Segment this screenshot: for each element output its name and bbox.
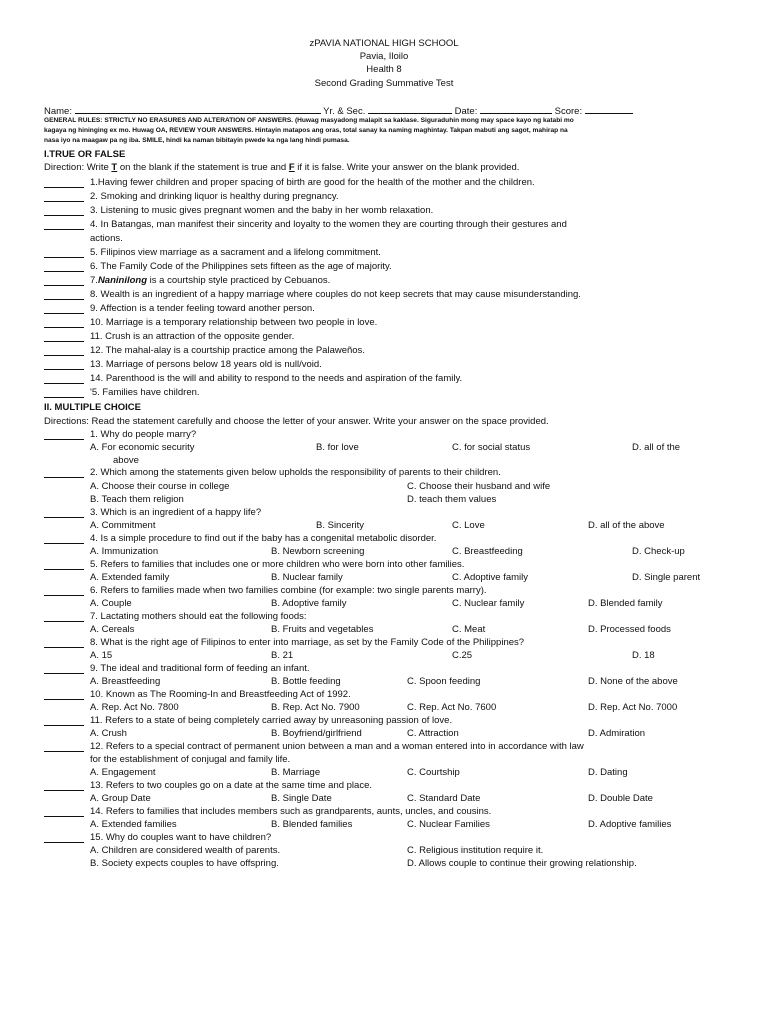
test-title: Second Grading Summative Test	[314, 78, 454, 89]
dir-text: if it is false. Write your answer on the blank provided.	[294, 162, 520, 173]
tf-item	[90, 274, 330, 287]
mc-option: A. Commitment	[90, 520, 156, 531]
mc-option: B. Fruits and vegetables	[271, 624, 374, 635]
mc-option: B. Teach them religion	[90, 494, 184, 505]
tf-item: 3. Listening to music gives pregnant women and the baby in her womb relaxation.	[90, 205, 434, 216]
mc-option: A. Crush	[90, 728, 127, 739]
subject-title: Health 8	[366, 64, 402, 75]
mc-option: A. Rep. Act No. 7800	[90, 702, 179, 713]
tf-item: 8. Wealth is an ingredient of a happy marriage where couples do not keep secrets that may cause misunderstanding.	[90, 289, 581, 300]
section-true-false-title: I.TRUE OR FALSE	[44, 149, 126, 160]
answer-blank[interactable]	[44, 215, 84, 216]
mc-option: A. Breastfeeding	[90, 676, 161, 687]
tf-item: 13. Marriage of persons below 18 years old is null/void.	[90, 359, 322, 370]
rules-line: kagaya ng hininging ex mo. Huwag OA, REVIEW YOUR ANSWERS. Hintayin matapos ang oras, total sanay ka naming maghintay. Takpan mabuti ang sagot, mahirap na	[44, 127, 568, 134]
section-true-false-directions	[44, 161, 519, 174]
tf-item: 4. In Batangas, man manifest their sincerity and loyalty to the women they are courting through their gestures and	[90, 219, 567, 230]
answer-blank[interactable]	[44, 673, 84, 674]
tf-item: '5. Families have children.	[90, 387, 200, 398]
mc-option: C. Nuclear Families	[407, 819, 490, 830]
answer-blank[interactable]	[44, 725, 84, 726]
tf-item: 10. Marriage is a temporary relationship between two people in love.	[90, 317, 378, 328]
mc-question: 1. Why do people marry?	[90, 429, 197, 440]
mc-option: A. 15	[90, 650, 113, 661]
tf-item-continued: actions.	[90, 233, 123, 244]
mc-question: 3. Which is an ingredient of a happy life?	[90, 507, 262, 518]
tf-item: 2. Smoking and drinking liquor is healthy during pregnancy.	[90, 191, 339, 202]
mc-option: B. Adoptive family	[271, 598, 347, 609]
dir-true-letter: T	[111, 162, 118, 173]
answer-blank[interactable]	[44, 751, 84, 752]
mc-option: C. Spoon feeding	[407, 676, 481, 687]
mc-question-continued: for the establishment of conjugal and family life.	[90, 754, 291, 765]
answer-blank[interactable]	[44, 569, 84, 570]
mc-question: 2. Which among the statements given below upholds the responsibility of parents to their children.	[90, 467, 501, 478]
answer-blank[interactable]	[44, 313, 84, 314]
answer-blank[interactable]	[44, 790, 84, 791]
dir-text: on the blank if the statement is true and	[117, 162, 289, 173]
mc-option: C. Adoptive family	[452, 572, 529, 583]
mc-option: D. None of the above	[588, 676, 678, 687]
answer-blank[interactable]	[44, 355, 84, 356]
answer-blank[interactable]	[44, 369, 84, 370]
name-label: Name:	[44, 106, 72, 117]
mc-option: B. Sincerity	[316, 520, 365, 531]
mc-option: C. Attraction	[407, 728, 459, 739]
mc-option: C. Standard Date	[407, 793, 481, 804]
mc-option: A. Choose their course in college	[90, 481, 230, 492]
answer-blank[interactable]	[44, 299, 84, 300]
mc-option: C. Meat	[452, 624, 486, 635]
mc-question: 11. Refers to a state of being completely carried away by unreasoning passion of love.	[90, 715, 453, 726]
answer-blank[interactable]	[44, 816, 84, 817]
mc-option: D. Dating	[588, 767, 628, 778]
school-location: Pavia, Iloilo	[359, 51, 409, 62]
answer-blank[interactable]	[44, 327, 84, 328]
mc-option: B. Society expects couples to have offspring.	[90, 858, 279, 869]
yr-sec-label: Yr. & Sec.	[323, 106, 366, 117]
mc-option: D. Admiration	[588, 728, 646, 739]
school-name: zPAVIA NATIONAL HIGH SCHOOL	[309, 38, 459, 49]
mc-option: D. Double Date	[588, 793, 653, 804]
mc-option: C. Choose their husband and wife	[407, 481, 551, 492]
mc-option: D. Allows couple to continue their growing relationship.	[407, 858, 637, 869]
mc-option: C. Breastfeeding	[452, 546, 523, 557]
mc-option: A. Group Date	[90, 793, 151, 804]
score-label: Score:	[554, 106, 583, 117]
mc-option: B. Bottle feeding	[271, 676, 341, 687]
mc-option: A. Immunization	[90, 546, 159, 557]
tf-item: 14. Parenthood is the will and ability to respond to the needs and aspiration of the family.	[90, 373, 463, 384]
mc-option: C. Rep. Act No. 7600	[407, 702, 497, 713]
mc-option-continued: above	[113, 455, 139, 466]
date-blank[interactable]	[480, 103, 552, 114]
mc-option: C. Love	[452, 520, 485, 531]
mc-option: D. Processed foods	[588, 624, 671, 635]
mc-option: D. all of the	[632, 442, 681, 453]
mc-option: A. For economic security	[90, 442, 195, 453]
answer-blank[interactable]	[44, 842, 84, 843]
dir-text: Direction: Write	[44, 162, 112, 173]
mc-question: 12. Refers to a special contract of permanent union between a man and a woman entered into in accordance with law	[90, 741, 584, 752]
mc-option: C. Courtship	[407, 767, 460, 778]
mc-question: 4. Is a simple procedure to find out if the baby has a congenital metabolic disorder.	[90, 533, 437, 544]
mc-option: B. 21	[271, 650, 294, 661]
mc-question: 15. Why do couples want to have children?	[90, 832, 272, 843]
answer-blank[interactable]	[44, 257, 84, 258]
item-text: is a courtship style practiced by Cebuanos.	[149, 275, 331, 286]
answer-blank[interactable]	[44, 271, 84, 272]
mc-option: C.25	[452, 650, 473, 661]
mc-option: A. Children are considered wealth of parents.	[90, 845, 281, 856]
mc-option: D. Blended family	[588, 598, 663, 609]
mc-option: C. Religious institution require it.	[407, 845, 544, 856]
answer-blank[interactable]	[44, 439, 84, 440]
mc-option: B. Newborn screening	[271, 546, 365, 557]
mc-option: A. Extended family	[90, 572, 170, 583]
answer-blank[interactable]	[44, 341, 84, 342]
yr-sec-blank[interactable]	[368, 103, 452, 114]
mc-option: C. Nuclear family	[452, 598, 525, 609]
mc-question: 14. Refers to families that includes members such as grandparents, aunts, uncles, and cousins.	[90, 806, 492, 817]
mc-question: 6. Refers to families made when two families combine (for example: two single parents marry).	[90, 585, 487, 596]
mc-option: B. Nuclear family	[271, 572, 343, 583]
mc-option: B. for love	[316, 442, 359, 453]
mc-option: D. Rep. Act No. 7000	[588, 702, 678, 713]
mc-question: 13. Refers to two couples go on a date at the same time and place.	[90, 780, 373, 791]
mc-option: B. Single Date	[271, 793, 332, 804]
rules-line: nasa iyo na maagaw pa ng iba. SMILE, hindi ka naman bibitayin pwede ka nga lang hindi pumasa.	[44, 137, 350, 144]
name-blank[interactable]	[75, 103, 321, 114]
mc-option: D. all of the above	[588, 520, 665, 531]
mc-option: D. Single parent	[632, 572, 701, 583]
mc-option: B. Rep. Act No. 7900	[271, 702, 360, 713]
dir-false-letter: F	[288, 162, 295, 173]
tf-item: 1.Having fewer children and proper spacing of birth are good for the health of the mother and the children.	[90, 177, 535, 188]
score-blank[interactable]	[585, 103, 633, 114]
mc-option: D. teach them values	[407, 494, 497, 505]
answer-blank[interactable]	[44, 699, 84, 700]
item-number: 7.	[90, 275, 98, 286]
mc-option: B. Blended families	[271, 819, 353, 830]
answer-blank[interactable]	[44, 397, 84, 398]
mc-question: 10. Known as The Rooming-In and Breastfeeding Act of 1992.	[90, 689, 351, 700]
answer-blank[interactable]	[44, 517, 84, 518]
mc-question: 7. Lactating mothers should eat the following foods:	[90, 611, 307, 622]
answer-blank[interactable]	[44, 647, 84, 648]
mc-option: B. Marriage	[271, 767, 321, 778]
answer-blank[interactable]	[44, 229, 84, 230]
tf-item: 5. Filipinos view marriage as a sacrament and a lifelong commitment.	[90, 247, 381, 258]
mc-option: D. Check-up	[632, 546, 685, 557]
mc-question: 9. The ideal and traditional form of feeding an infant.	[90, 663, 310, 674]
answer-blank[interactable]	[44, 383, 84, 384]
tf-item: 9. Affection is a tender feeling toward another person.	[90, 303, 315, 314]
tf-item: 12. The mahal-alay is a courtship practice among the Palaweños.	[90, 345, 365, 356]
mc-option: B. Boyfriend/girlfriend	[271, 728, 362, 739]
rules-line: GENERAL RULES: STRICTLY NO ERASURES AND ALTERATION OF ANSWERS. (Huwag masyadong malapit sa kaklase. Siguraduhin mong may space kayo ng katabi mo	[44, 117, 574, 124]
answer-blank[interactable]	[44, 187, 84, 188]
section-multiple-choice-title: II. MULTIPLE CHOICE	[44, 402, 141, 413]
answer-blank[interactable]	[44, 477, 84, 478]
mc-option: D. Adoptive families	[588, 819, 672, 830]
mc-question: 5. Refers to families that includes one or more children who were born into other families.	[90, 559, 465, 570]
answer-blank[interactable]	[44, 595, 84, 596]
tf-item: 11. Crush is an attraction of the opposite gender.	[90, 331, 295, 342]
mc-option: A. Cereals	[90, 624, 135, 635]
mc-question: 8. What is the right age of Filipinos to enter into marriage, as set by the Family Code of the Philippines?	[90, 637, 525, 648]
section-multiple-choice-directions: Directions: Read the statement carefully and choose the letter of your answer. Write your answer on the space provided.	[44, 416, 549, 427]
mc-option: A. Couple	[90, 598, 132, 609]
answer-blank[interactable]	[44, 285, 84, 286]
mc-option: C. for social status	[452, 442, 531, 453]
mc-option: A. Extended families	[90, 819, 177, 830]
date-label: Date:	[454, 106, 478, 117]
mc-option: D. 18	[632, 650, 655, 661]
mc-option: A. Engagement	[90, 767, 156, 778]
answer-blank[interactable]	[44, 201, 84, 202]
answer-blank[interactable]	[44, 621, 84, 622]
tf-item: 6. The Family Code of the Philippines sets fifteen as the age of majority.	[90, 261, 392, 272]
answer-blank[interactable]	[44, 543, 84, 544]
italic-term: Naninilong	[97, 275, 148, 286]
